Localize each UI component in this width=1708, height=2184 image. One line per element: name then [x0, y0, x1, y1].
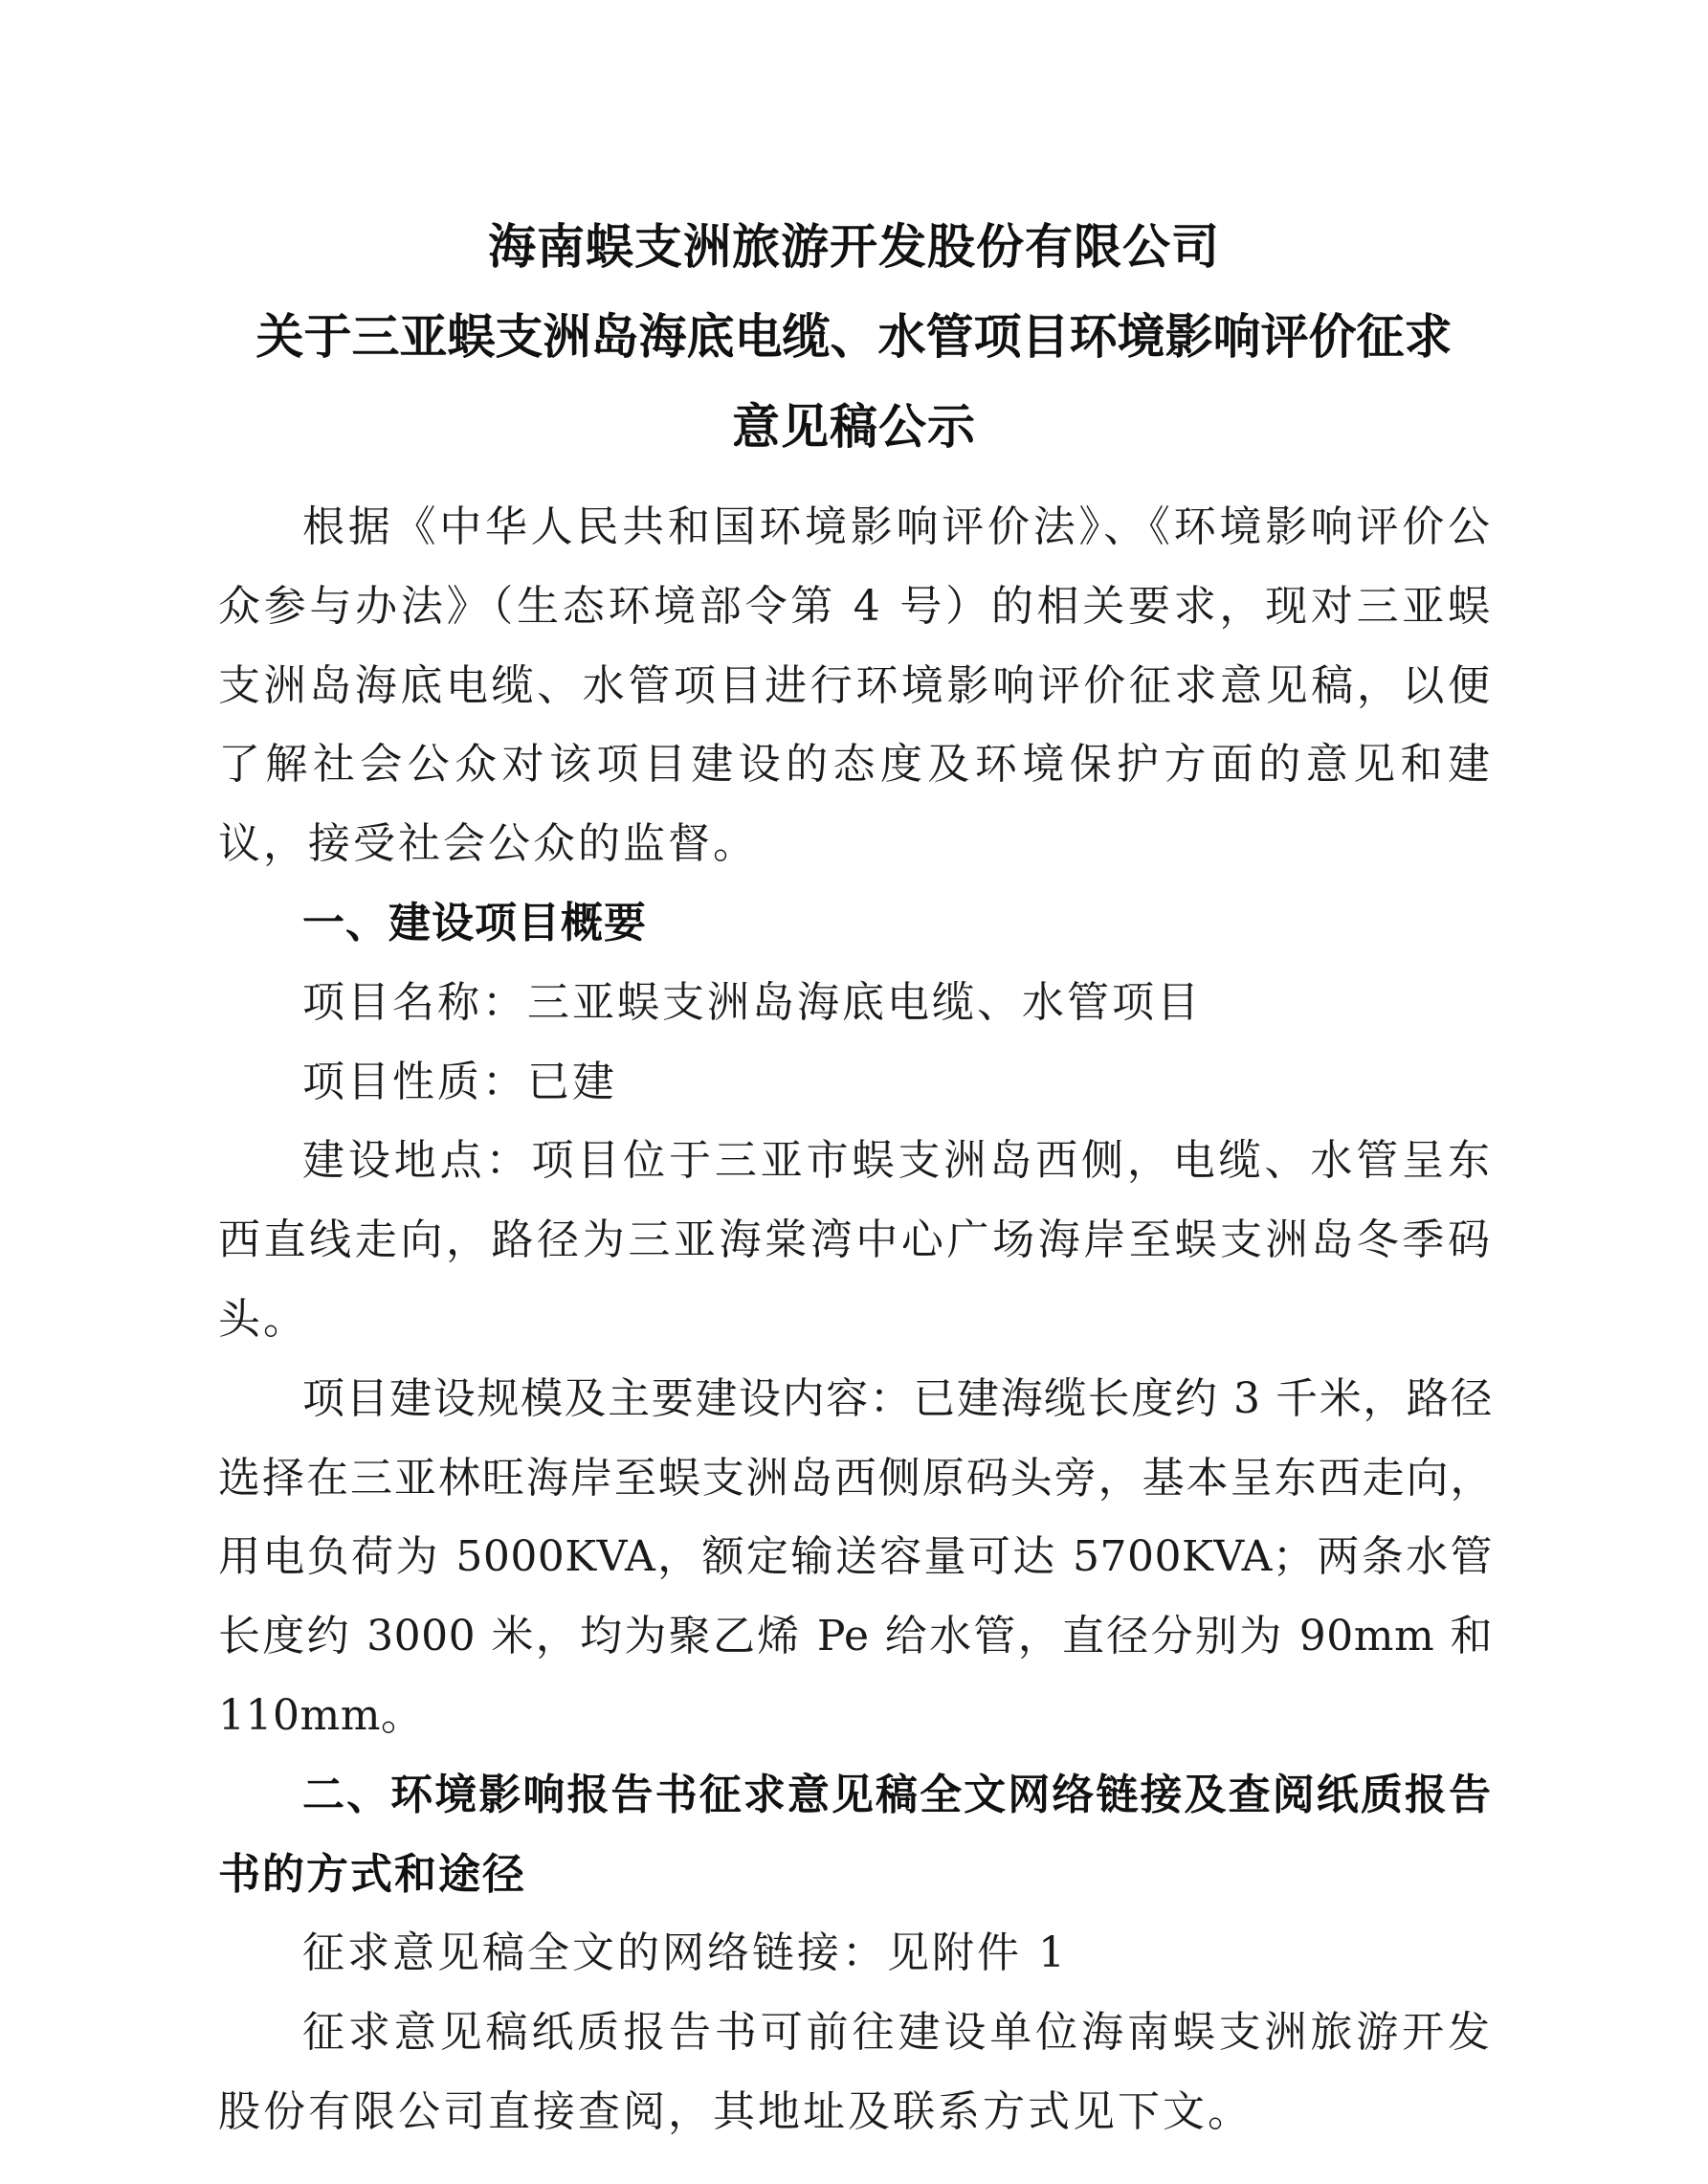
intro-paragraph: 根据《中华人民共和国环境影响评价法》、《环境影响评价公众参与办法》（生态环境部令第 4 号）的相关要求，现对三亚蜈支洲岛海底电缆、水管项目进行环境影响评价征求意见稿，以便了解社会公众对该项目建设的态度及环境保护方面的意见和建议，接受社会公众的监督。	[218, 502, 1493, 869]
project-name: 项目名称：三亚蜈支洲岛海底电缆、水管项目	[302, 977, 1202, 1027]
project-nature: 项目性质：已建	[302, 1057, 617, 1106]
document-body	[218, 488, 1493, 2152]
report-link: 征求意见稿全文的网络链接：见附件 1	[302, 1928, 1068, 1978]
project-location: 建设地点：项目位于三亚市蜈支洲岛西侧，电缆、水管呈东西直线走向，路径为三亚海棠湾中心广场海岸至蜈支洲岛冬季码头。	[218, 1136, 1493, 1344]
report-paper-access: 征求意见稿纸质报告书可前往建设单位海南蜈支洲旅游开发股份有限公司直接查阅，其地址及联系方式见下文。	[218, 2008, 1493, 2136]
title-subject: 关于三亚蜈支洲岛海底电缆、水管项目环境影响评价征求	[255, 309, 1453, 365]
section-1-heading: 一、建设项目概要	[302, 898, 647, 947]
title-company: 海南蜈支洲旅游开发股份有限公司	[488, 219, 1220, 275]
title-suffix: 意见稿公示	[732, 399, 976, 455]
project-scale: 项目建设规模及主要建设内容：已建海缆长度约 3 千米，路径选择在三亚林旺海岸至蜈支洲岛西侧原码头旁，基本呈东西走向，用电负荷为 5000KVA，额定输送容量可达 5700KVA；两条水管长度约 3000 米，均为聚乙烯 Pe 给水管，直径分别为 90mm 和 110mm。	[218, 1373, 1493, 1740]
section-2-heading: 二、环境影响报告书征求意见稿全文网络链接及查阅纸质报告书的方式和途径	[218, 1770, 1493, 1899]
